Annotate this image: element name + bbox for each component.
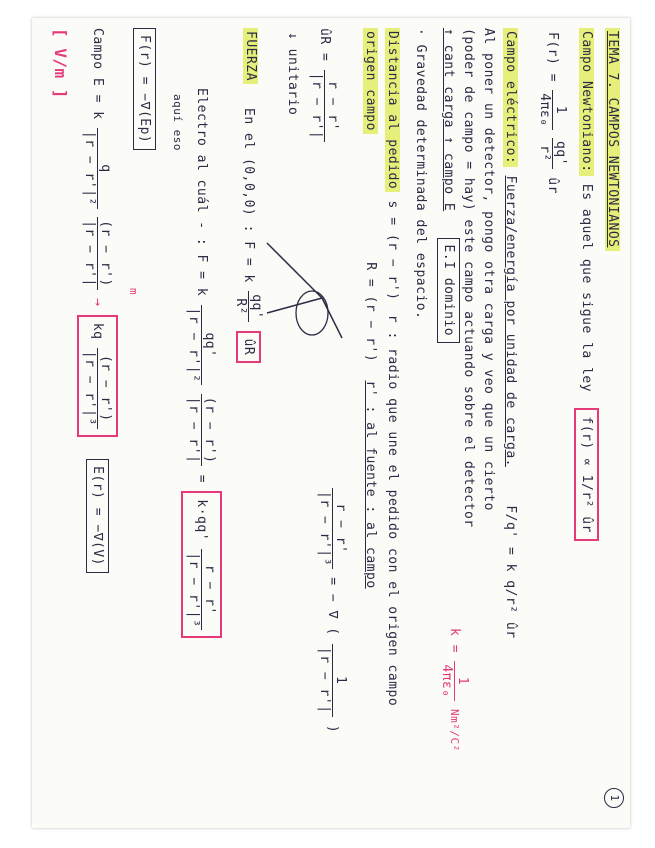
- page-title: TEMA 7. CAMPOS NEWTONIANOS: [605, 28, 620, 251]
- campo-electrico-label: Campo eléctrico:: [503, 28, 518, 167]
- campo-result-box: kq (r − r') |r − r'|³: [77, 315, 118, 437]
- distancia-line2: origen campo R = (r − r') r' : al fuente : al campo: [363, 28, 378, 589]
- vector-diagram: [262, 238, 352, 348]
- title-line: [605, 28, 620, 251]
- unitario-note: ↓ unitario: [285, 32, 300, 116]
- notebook-page: [32, 18, 630, 828]
- campo-newtoniano-text: Es aquel que sigue la ley: [579, 183, 594, 393]
- arrow-label: m: [127, 288, 140, 296]
- rotated-sheet: [32, 18, 630, 828]
- campo-electrico-l4: ↑ cant carga ↑ campo E E.I dominio: [441, 28, 456, 343]
- page-number: 1: [604, 788, 624, 808]
- fuerza-eq1: En el (0,0,0) : F = k qq' R² ûR: [233, 108, 264, 363]
- campo-electrico-l3: (poder de campo = hay) este campo actuando sobre el detector: [461, 28, 476, 528]
- units-label: [ V/m ]: [51, 28, 70, 99]
- gravedad-line: · Gravedad determinada del espacio.: [413, 28, 428, 320]
- fuerza-note: aquí eso: [171, 94, 184, 151]
- fuerza-label: FUERZA: [243, 28, 258, 84]
- k-constant: k = 1 4πε₀ Nm²/C²: [439, 628, 470, 752]
- fuerza-eq2: Electro al cuál - : F = k qq' |r − r'|² (r − r') |r − r'| = k·qq' r − r' |r − r'|³: [181, 88, 222, 638]
- campo-newtoniano-line: [579, 28, 594, 541]
- campo-electrico-l2: Al poner un detector, pongo otra carga y veo que un cierto: [481, 28, 496, 511]
- vector-line: [322, 298, 342, 338]
- vector-line: [267, 298, 322, 313]
- campo-eq: Campo E = k q |r − r'|² (r − r') |r − r'| → kq (r − r') |r − r'|³ E(r) = −∇(V): [77, 28, 118, 573]
- potential-energy-eq: F(r) = −∇(Ep): [137, 28, 152, 150]
- charge-blob: [296, 291, 328, 335]
- campo-electrico-line: Campo eléctrico: Fuerza/energía por unidad de carga. F/q' = k q/r² ûr: [503, 28, 518, 639]
- gradient-identity: r − r' |r − r'|³ = − ∇ ( 1 |r − r'| ): [317, 488, 348, 733]
- distancia-line: Distancia al pedido s = (r − r') r : radio que une el pedido con el origen campo: [385, 28, 400, 706]
- newton-law: f(r) ∝ 1/r² ûr: [574, 408, 599, 541]
- vector-line: [267, 243, 322, 298]
- campo-newtoniano-label: Campo Newtoniano:: [579, 28, 594, 176]
- unitario-eq: ûR = r − r' |r − r'|: [309, 28, 340, 142]
- fuerza-result-box: k·qq' r − r' |r − r'|³: [181, 491, 222, 638]
- formula-coulomb: F(r) = 1 4πε₀ qq' r² ûr: [537, 32, 568, 194]
